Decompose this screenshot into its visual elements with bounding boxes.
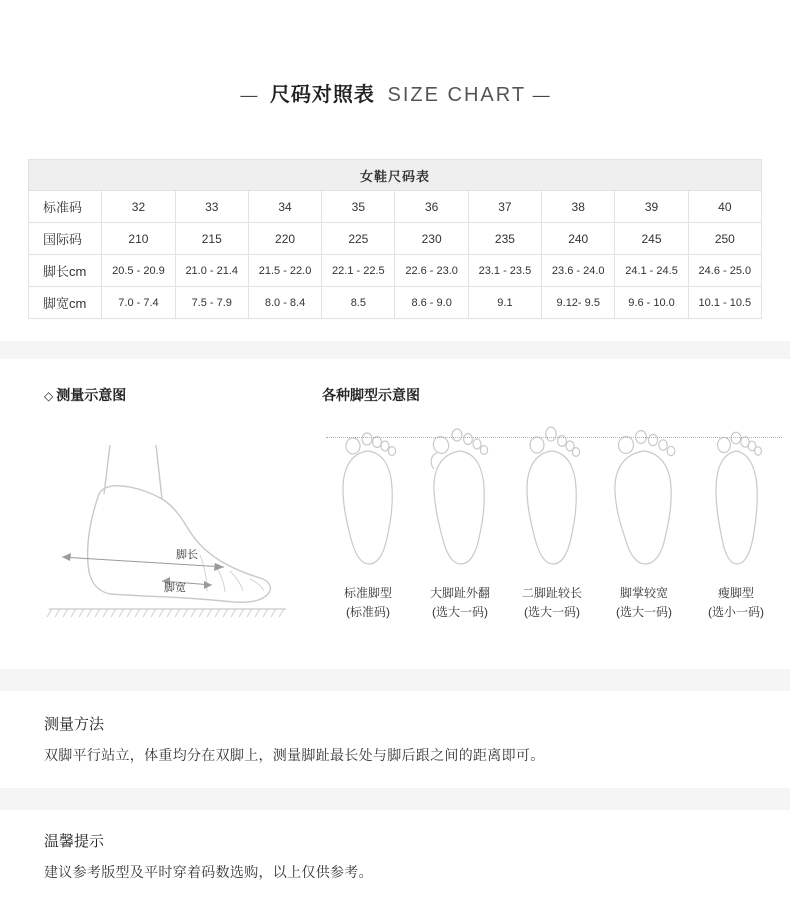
table-cell: 35 [322,191,395,223]
table-cell: 250 [688,223,761,255]
measure-title-text: 测量示意图 [56,387,127,403]
table-cell: 24.6 - 25.0 [688,255,761,287]
table-row [29,255,762,287]
table-cell: 8.5 [322,287,395,319]
title-english: SIZE CHART [387,84,527,106]
table-cell: 33 [175,191,248,223]
foot-sole-narrow-icon [699,423,773,573]
table-cell: 22.6 - 23.0 [395,255,468,287]
section-divider-band-2 [0,669,790,691]
table-cell: 7.5 - 7.9 [175,287,248,319]
table-cell: 40 [688,191,761,223]
foot-type-name: 标准脚型 [343,586,392,600]
table-cell: 37 [468,191,541,223]
table-cell: 220 [248,223,321,255]
table-cell: 36 [395,191,468,223]
foot-type-item [414,423,506,622]
table-cell: 23.6 - 24.0 [542,255,615,287]
table-cell: 7.0 - 7.4 [102,287,175,319]
table-row [29,191,762,223]
tips-title: 温馨提示 [44,833,105,850]
notes-section [0,691,790,766]
table-cell: 20.5 - 20.9 [102,255,175,287]
measure-section-title [44,385,294,405]
tips-section [0,810,790,883]
table-cell: 21.0 - 21.4 [175,255,248,287]
row-label: 脚长cm [29,255,102,287]
table-cell: 23.1 - 23.5 [468,255,541,287]
foot-types-row [322,423,782,622]
measure-diagram-block [44,385,294,639]
title-dash-left: — [240,85,258,105]
row-label: 国际码 [29,223,102,255]
table-cell: 9.1 [468,287,541,319]
foot-type-name: 二脚趾较长 [521,586,582,600]
foot-type-item [690,423,782,622]
foot-type-name: 大脚趾外翻 [429,586,490,600]
foot-type-item [506,423,598,622]
foot-type-item [598,423,690,622]
row-label: 标准码 [29,191,102,223]
table-cell: 215 [175,223,248,255]
foot-side-svg [44,439,294,629]
foot-sole-wide-icon [607,423,681,573]
table-cell: 10.1 - 10.5 [688,287,761,319]
table-cell: 39 [615,191,688,223]
foot-type-note: (选大一码) [524,605,580,619]
section-divider-band [0,341,790,359]
table-row [29,287,762,319]
side-foot-illustration [44,439,294,639]
table-cell: 22.1 - 22.5 [322,255,395,287]
table-cell: 9.6 - 10.0 [615,287,688,319]
label-foot-length: 脚长 [176,549,198,561]
table-cell: 230 [395,223,468,255]
foot-type-name: 瘦脚型 [717,586,754,600]
table-cell: 210 [102,223,175,255]
table-cell: 21.5 - 22.0 [248,255,321,287]
method-body: 双脚平行站立，体重均分在双脚上，测量脚趾最长处与脚后跟之间的距离即可。 [44,747,545,763]
table-cell: 235 [468,223,541,255]
label-foot-width: 脚宽 [164,582,186,594]
method-title: 测量方法 [44,716,105,733]
section-divider-band-3 [0,788,790,810]
table-cell: 8.6 - 9.0 [395,287,468,319]
title-chinese: 尺码对照表 [269,84,375,106]
foot-type-note: (选小一码) [708,605,764,619]
foot-sole-bunion-icon [423,423,497,573]
page-title [0,0,790,107]
row-label: 脚宽cm [29,287,102,319]
title-dash-right: — [532,85,550,105]
alignment-guide-line [326,437,782,438]
foot-types-title: 各种脚型示意图 [322,387,420,403]
table-cell: 240 [542,223,615,255]
foot-types-block [294,385,782,639]
size-table-wrapper [0,159,790,319]
foot-type-note: (标准码) [346,605,390,619]
tips-body: 建议参考版型及平时穿着码数选购，以上仅供参考。 [44,864,373,880]
foot-sole-standard-icon [331,423,405,573]
table-caption-row [29,160,762,191]
table-cell: 24.1 - 24.5 [615,255,688,287]
foot-type-name: 脚掌较宽 [619,586,668,600]
table-cell: 9.12- 9.5 [542,287,615,319]
table-cell: 38 [542,191,615,223]
table-cell: 8.0 - 8.4 [248,287,321,319]
table-cell: 32 [102,191,175,223]
table-cell: 34 [248,191,321,223]
foot-type-note: (选大一码) [432,605,488,619]
diamond-icon: ◇ [44,389,54,403]
foot-type-item [322,423,414,622]
table-cell: 245 [615,223,688,255]
table-row [29,223,762,255]
table-cell: 225 [322,223,395,255]
diagram-section [0,359,790,639]
foot-sole-long-second-toe-icon [515,423,589,573]
foot-type-note: (选大一码) [616,605,672,619]
table-caption: 女鞋尺码表 [29,160,762,191]
size-table [28,159,762,319]
